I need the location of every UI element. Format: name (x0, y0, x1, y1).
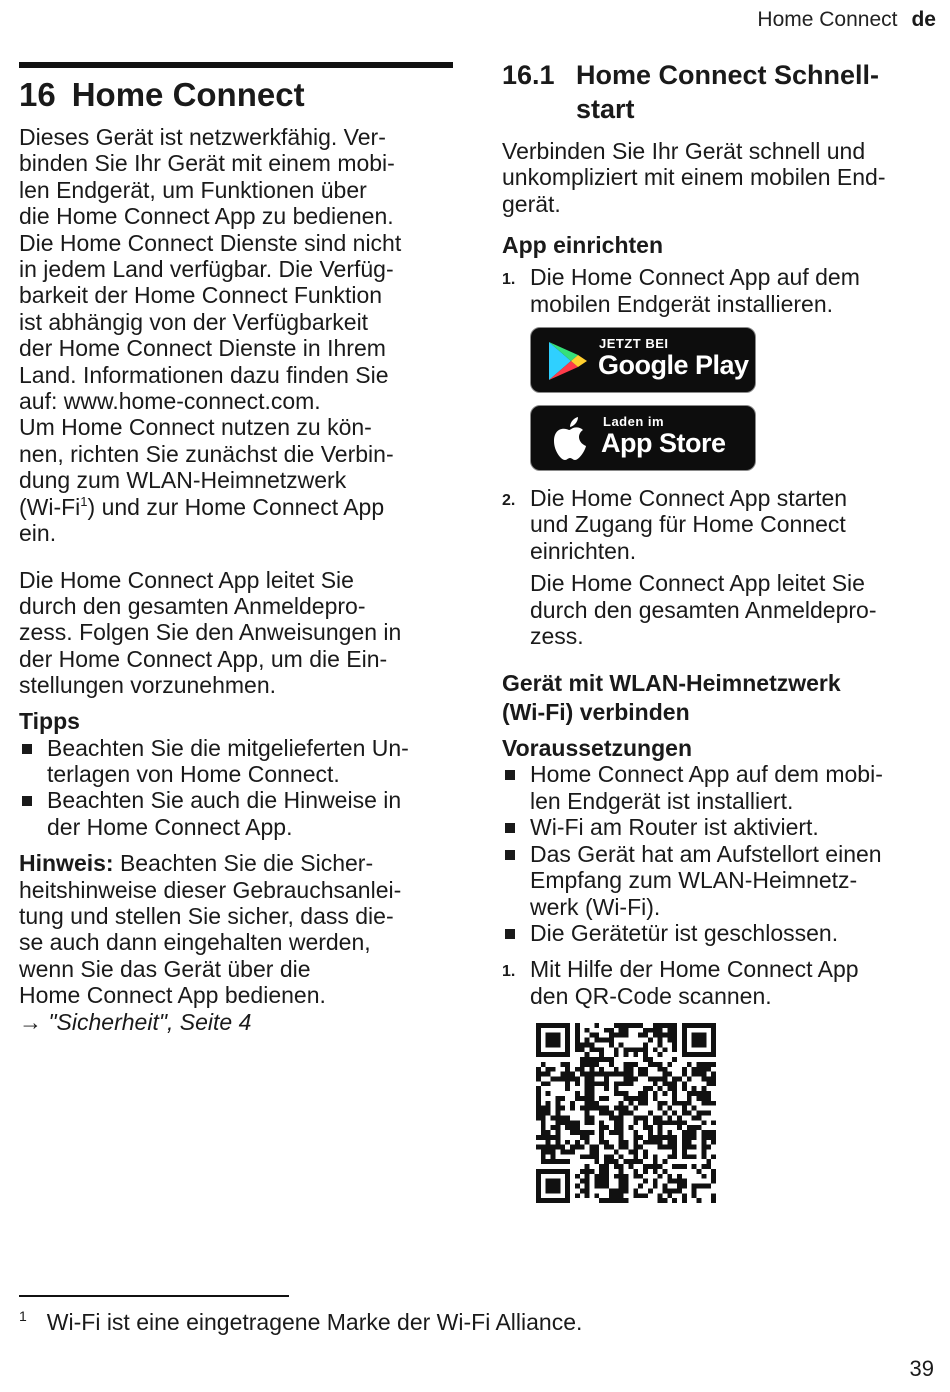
note-label: Hinweis: (19, 850, 114, 877)
title-line: start (576, 94, 635, 124)
text-fragment: ) und zur Home Connect App (87, 493, 385, 520)
text-line: der Home Connect App. (47, 813, 293, 840)
text-line: len Endgerät, um Funktionen über (19, 176, 367, 203)
wifi-text: (Wi-Fi (19, 493, 81, 520)
text-line: durch den gesamten Anmeldepro- (19, 592, 366, 619)
app-store-badge[interactable] (530, 405, 756, 471)
text-line: se auch dann eingehalten werden, (19, 929, 371, 956)
footnote-rule (19, 1295, 289, 1297)
text-line: Das Gerät hat am Aufstellort einen (530, 840, 882, 867)
heading-line: Gerät mit WLAN-Heimnetzwerk (502, 670, 841, 697)
title-line: Home Connect Schnell- (576, 60, 880, 90)
bullet-square-icon (505, 823, 515, 833)
section-title: Home Connect (71, 76, 305, 113)
list-item (502, 920, 936, 946)
text-line: in jedem Land verfügbar. Die Verfüg- (19, 256, 394, 283)
tips-list (19, 735, 453, 841)
footnote (19, 1308, 582, 1336)
website-line: auf: www.home-connect.com. (19, 388, 321, 415)
text-line: Die Home Connect App leitet Sie (19, 566, 354, 593)
text-line: dung zum WLAN-Heimnetzwerk (19, 467, 347, 494)
text-line: zess. Folgen Sie den Anweisungen in (19, 619, 402, 646)
text-line: gerät. (502, 190, 561, 217)
app-setup-steps-continued (502, 485, 936, 564)
step-number: 1. (502, 963, 516, 981)
language-code: de (911, 8, 936, 31)
footnote-mark: 1 (19, 1308, 27, 1324)
text-line: werk (Wi-Fi). (530, 893, 661, 920)
google-play-badge[interactable] (530, 327, 756, 393)
text-line: der Home Connect Dienste in Ihrem (19, 335, 386, 362)
text-line: Die Home Connect App starten (530, 485, 848, 512)
text-line: Mit Hilfe der Home Connect App (530, 956, 859, 983)
running-header (757, 8, 936, 32)
text-line: Die Gerätetür ist geschlossen. (530, 919, 839, 946)
apple-icon (549, 416, 589, 462)
subsection-heading (502, 58, 936, 126)
text-line: Empfang zum WLAN-Heimnetz- (530, 867, 858, 894)
step-number: 2. (502, 492, 516, 510)
text-line: barkeit der Home Connect Funktion (19, 282, 383, 309)
step-result (502, 570, 936, 649)
step-item (502, 485, 936, 564)
text-line: Wi-Fi am Router ist aktiviert. (530, 814, 819, 841)
badge-store-name: App Store (601, 428, 726, 459)
qr-code-image (536, 1023, 936, 1208)
section-heading (19, 72, 453, 118)
list-item (502, 814, 936, 840)
text-line: binden Sie Ihr Gerät mit einem mobi- (19, 150, 395, 177)
list-item (19, 735, 453, 788)
bullet-square-icon (22, 744, 32, 754)
text-line: den QR-Code scannen. (530, 982, 772, 1009)
text-fragment: Beachten Sie die Sicher- (113, 850, 374, 877)
prerequisites-heading: Voraussetzungen (502, 735, 692, 762)
text-line: durch den gesamten Anmeldepro- (530, 596, 877, 623)
text-line: einrichten. (530, 537, 637, 564)
text-line (19, 494, 453, 520)
cross-reference[interactable] (19, 1009, 453, 1035)
step-item (502, 956, 936, 1009)
wifi-heading (502, 669, 936, 727)
text-line: Beachten Sie auch die Hinweise in (47, 787, 402, 814)
google-play-icon (545, 340, 591, 382)
badge-small-text: Laden im (603, 414, 665, 430)
text-line: Um Home Connect nutzen zu kön- (19, 414, 372, 441)
text-line: Die Home Connect App auf dem (530, 264, 860, 291)
header-title: Home Connect (757, 8, 898, 31)
wifi-steps (502, 956, 936, 1009)
intro-paragraph (19, 124, 453, 547)
text-line: tung und stellen Sie sicher, dass die- (19, 902, 394, 929)
cross-reference-link[interactable]: "Sicherheit", Seite 4 (48, 1008, 252, 1035)
text-line: Dieses Gerät ist netzwerkfähig. Ver- (19, 124, 386, 150)
text-line: Verbinden Sie Ihr Gerät schnell und (502, 138, 866, 164)
footnote-reference: 1 (80, 493, 88, 509)
list-item (19, 787, 453, 840)
app-setup-heading: App einrichten (502, 232, 664, 259)
section-number: 16 (19, 76, 56, 113)
heading-line: (Wi-Fi) verbinden (502, 699, 690, 726)
text-line: wenn Sie das Gerät über die (19, 955, 311, 982)
text-line: Land. Informationen dazu finden Sie (19, 361, 389, 388)
bullet-square-icon (505, 929, 515, 939)
text-line (19, 850, 453, 876)
step-number: 1. (502, 271, 516, 289)
badge-small-text: JETZT BEI (599, 336, 669, 352)
text-line: Home Connect App auf dem mobi- (530, 761, 883, 788)
list-item (502, 761, 936, 814)
right-column (502, 58, 936, 1208)
left-column (19, 62, 453, 1035)
bullet-square-icon (22, 796, 32, 806)
page-number: 39 (909, 1356, 934, 1381)
badge-store-name: Google Play (598, 350, 749, 381)
subsection-title (576, 58, 879, 126)
onboarding-paragraph (19, 567, 453, 699)
note-block (19, 850, 453, 1035)
app-setup-steps (502, 264, 936, 317)
text-line: Home Connect App bedienen. (19, 982, 326, 1009)
prerequisites-list (502, 761, 936, 946)
text-line: ein. (19, 520, 57, 547)
qr-code-icon (536, 1023, 716, 1203)
section-rule (19, 62, 453, 68)
step-item (502, 264, 936, 317)
subsection-number: 16.1 (502, 60, 555, 90)
text-line: stellungen vorzunehmen. (19, 672, 276, 699)
list-item (502, 841, 936, 920)
text-line: ist abhängig von der Verfügbarkeit (19, 308, 369, 335)
text-line: Die Home Connect App leitet Sie (530, 570, 865, 597)
arrow-right-icon: → (19, 1008, 42, 1035)
bullet-square-icon (505, 770, 515, 780)
text-line: und Zugang für Home Connect (530, 511, 846, 538)
text-line: len Endgerät ist installiert. (530, 787, 794, 814)
tips-heading: Tipps (19, 707, 80, 734)
text-line: Die Home Connect Dienste sind nicht (19, 229, 402, 256)
text-line: die Home Connect App zu bedienen. (19, 203, 394, 230)
text-line: terlagen von Home Connect. (47, 760, 340, 787)
footnote-text: Wi-Fi ist eine eingetragene Marke der Wi-Fi Alliance. (46, 1309, 583, 1335)
text-line: Beachten Sie die mitgelieferten Un- (47, 734, 409, 761)
text-line: mobilen Endgerät installieren. (530, 290, 834, 317)
text-line: nen, richten Sie zunächst die Verbin- (19, 440, 394, 467)
text-line: unkompliziert mit einem mobilen End- (502, 164, 886, 191)
bullet-square-icon (505, 850, 515, 860)
text-line: zess. (530, 623, 584, 650)
text-line: heitshinweise dieser Gebrauchsanlei- (19, 876, 402, 903)
quickstart-intro (502, 138, 936, 217)
text-line: der Home Connect App, um die Ein- (19, 645, 388, 672)
